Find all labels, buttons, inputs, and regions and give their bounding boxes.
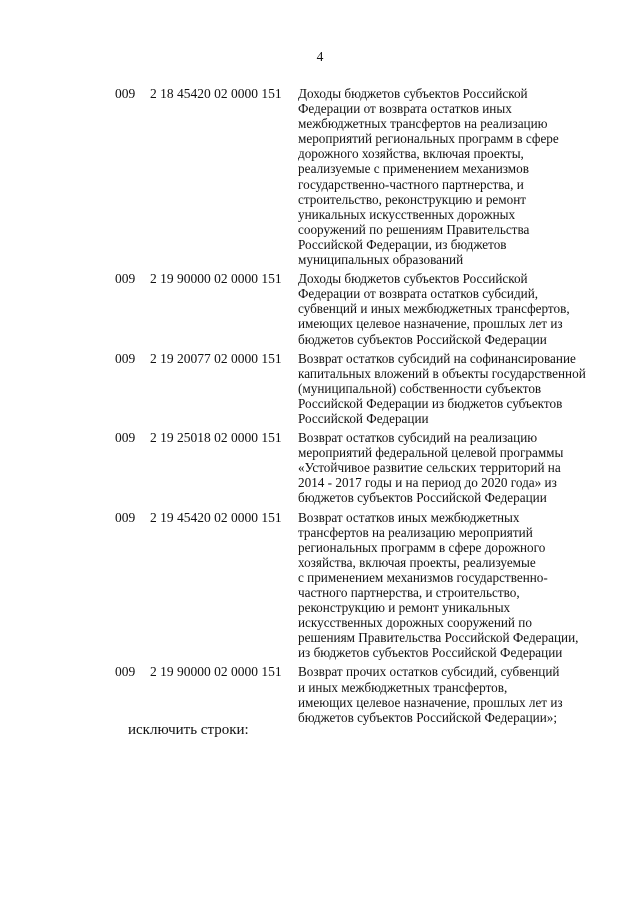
table-row xyxy=(0,664,640,724)
row-description: Возврат остатков иных межбюджетных трансфертов на реализацию мероприятий региональных программ в сфере дорожного хозяйства, включая проекты, реализуемые с применением механизмов государственно- частного партнерства, и строительство, реконструкцию и ремонт уникальных искусственных дорожных сооружений по решениям Правительства Российской Федерации, из бюджетов субъектов Российской Федерации xyxy=(298,509,579,661)
table-row xyxy=(0,351,640,426)
budget-classification-code: 2 19 90000 02 0000 151 xyxy=(150,664,282,680)
budget-classification-code: 2 18 45420 02 0000 151 xyxy=(150,86,282,101)
row-description: Возврат остатков субсидий на реализацию мероприятий федеральной целевой программы «Устойчивое развитие сельских территорий на 2014 - 2017 годы и на период до 2020 года» из бюджетов субъектов Российской Федерации xyxy=(298,430,564,506)
table-row xyxy=(0,271,640,346)
exclude-lines-instruction: исключить строки: xyxy=(128,722,249,738)
budget-classification-code: 2 19 90000 02 0000 151 xyxy=(150,271,282,287)
budget-classification-code: 2 19 45420 02 0000 151 xyxy=(150,509,282,525)
budget-classification-code: 2 19 20077 02 0000 151 xyxy=(150,350,282,366)
admin-code: 009 xyxy=(115,271,136,287)
page-number: 4 xyxy=(316,49,324,64)
admin-code: 009 xyxy=(115,509,136,525)
admin-code: 009 xyxy=(115,664,136,680)
admin-code: 009 xyxy=(115,430,136,446)
table-row xyxy=(0,510,640,661)
admin-code: 009 xyxy=(115,86,136,101)
budget-codes-table xyxy=(0,86,640,729)
row-description: Доходы бюджетов субъектов Российской Федерации от возврата остатков иных межбюджетных трансфертов на реализацию мероприятий региональных программ в сфере дорожного хозяйства, включая проекты, реализуемые с применением механизмов государственно-частного партнерства, и строительство, реконструкцию и ремонт уникальных искусственных дорожных сооружений по решениям Правительства Российской Федерации, из бюджетов муниципальных образований xyxy=(298,86,559,268)
table-row xyxy=(0,430,640,505)
table-row xyxy=(0,86,640,267)
row-description: Возврат остатков субсидий на софинансирование капитальных вложений в объекты государственной (муниципальной) собственности субъектов Российской Федерации из бюджетов субъектов Российской Федерации xyxy=(298,350,586,426)
row-description: Возврат прочих остатков субсидий, субвенций и иных межбюджетных трансфертов, имеющих целевое назначение, прошлых лет из бюджетов субъектов Российской Федерации»; xyxy=(298,664,563,725)
budget-classification-code: 2 19 25018 02 0000 151 xyxy=(150,430,282,446)
row-description: Доходы бюджетов субъектов Российской Федерации от возврата остатков субсидий, субвенций и иных межбюджетных трансфертов, имеющих целевое назначение, прошлых лет из бюджетов субъектов Российской Федерации xyxy=(298,271,570,347)
admin-code: 009 xyxy=(115,350,136,366)
